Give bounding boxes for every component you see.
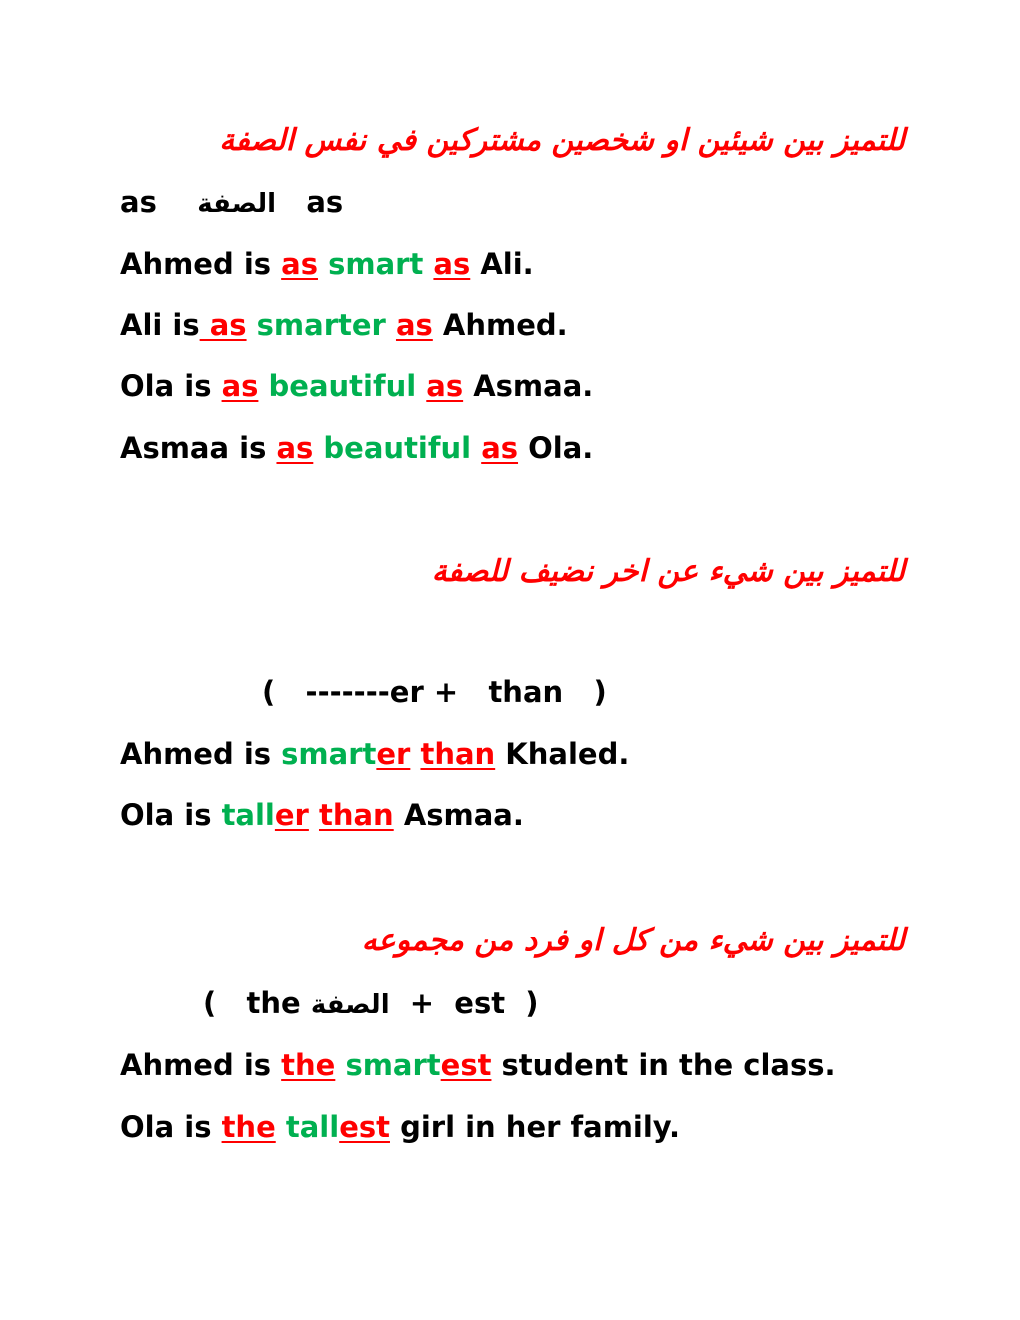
example-subject: Asmaa is	[120, 431, 277, 465]
example-the: the	[221, 1110, 276, 1144]
example-adjective: smart	[328, 247, 424, 281]
example-subject: Ola is	[120, 1110, 222, 1144]
example-object: Asmaa.	[393, 798, 524, 832]
example-subject: Ola is	[120, 798, 222, 832]
example-as: as	[433, 247, 471, 281]
example-the: the	[281, 1048, 336, 1082]
example-than: than	[318, 798, 394, 832]
example-as: as	[426, 369, 464, 403]
section2-formula: ( -------er + than )	[262, 675, 607, 709]
example-suffix: est	[339, 1110, 390, 1144]
example-adjective-stem: smart	[345, 1048, 441, 1082]
example-than: than	[420, 737, 496, 771]
example-subject: Ola is	[120, 369, 222, 403]
example-suffix: er	[376, 737, 411, 771]
example-as: as	[281, 247, 318, 281]
example-object: Ahmed.	[432, 308, 568, 342]
example-rest: girl in her family.	[389, 1110, 681, 1144]
example-as: as	[199, 308, 247, 342]
example-adjective-stem: tall	[285, 1110, 340, 1144]
section3-formula	[203, 986, 539, 1020]
example-subject: Ali is	[120, 308, 200, 342]
example-adjective: beautiful	[323, 431, 472, 465]
formula-adjective: الصفة	[197, 189, 277, 219]
example-line	[120, 737, 630, 771]
example-suffix: er	[274, 798, 309, 832]
example-subject: Ahmed is	[120, 247, 282, 281]
example-object: Ola.	[518, 431, 594, 465]
section3-heading: للتميز بين شيء من كل او فرد من مجموعه	[361, 923, 905, 958]
example-as: as	[276, 431, 314, 465]
example-adjective: smarter	[256, 308, 386, 342]
formula-adjective: الصفة	[310, 990, 390, 1020]
example-line	[120, 1048, 836, 1082]
example-as: as	[481, 431, 519, 465]
section1-heading: للتميز بين شيئين او شخصين مشتركين في نفس الصفة	[219, 123, 905, 158]
section1-formula	[120, 185, 344, 219]
formula-est: + est )	[389, 986, 539, 1020]
example-subject: Ahmed is	[120, 737, 282, 771]
formula-as-left: as	[120, 185, 157, 219]
example-adjective-stem: tall	[221, 798, 275, 832]
example-line	[120, 431, 594, 465]
example-as: as	[221, 369, 259, 403]
example-adjective-stem: smart	[281, 737, 377, 771]
example-object: Asmaa.	[463, 369, 594, 403]
section2-heading: للتميز بين شيء عن اخر نضيف للصفة	[431, 554, 905, 589]
example-line	[120, 369, 594, 403]
example-object: Ali.	[470, 247, 534, 281]
formula-the: ( the	[203, 986, 311, 1020]
example-line	[120, 247, 534, 281]
example-suffix: est	[440, 1048, 492, 1082]
example-adjective: beautiful	[268, 369, 417, 403]
formula-as-right: as	[306, 185, 344, 219]
example-rest: student in the class.	[491, 1048, 836, 1082]
example-line	[120, 798, 524, 832]
example-as: as	[395, 308, 433, 342]
example-line	[120, 1110, 681, 1144]
example-subject: Ahmed is	[120, 1048, 282, 1082]
example-line	[120, 308, 568, 342]
example-object: Khaled.	[495, 737, 630, 771]
